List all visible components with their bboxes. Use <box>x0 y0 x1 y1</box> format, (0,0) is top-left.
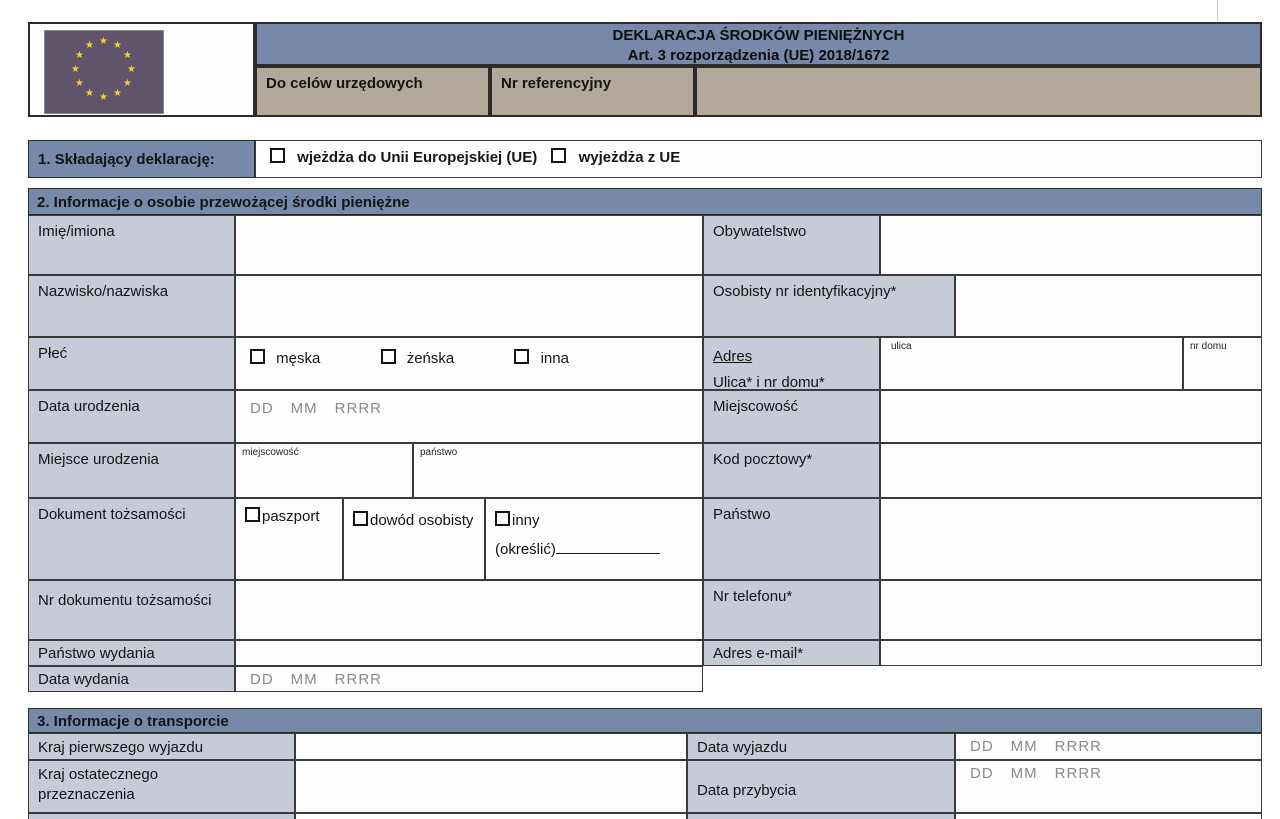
phone-label: Nr telefonu* <box>703 580 880 640</box>
eu-star: ★ <box>71 64 80 75</box>
next-row-label-stub <box>28 813 295 819</box>
specify-blank-line[interactable] <box>556 539 660 554</box>
birth-date-field[interactable] <box>235 390 703 443</box>
eu-star: ★ <box>75 78 84 89</box>
arrival-date-field[interactable] <box>955 760 1262 813</box>
final-destination-field[interactable] <box>295 760 687 813</box>
departure-date-label: Data wyjazdu <box>687 733 955 760</box>
checkbox-sex-female[interactable] <box>381 349 396 364</box>
citizenship-label: Obywatelstwo <box>703 215 880 275</box>
surname-label: Nazwisko/nazwiska <box>28 275 235 337</box>
eu-star: ★ <box>113 40 122 51</box>
postal-code-label: Kod pocztowy* <box>703 443 880 498</box>
id-card-option <box>343 498 485 580</box>
page-edge-artifact <box>1217 0 1218 21</box>
birth-city-field[interactable]: miejscowość <box>235 443 413 498</box>
first-departure-field[interactable] <box>295 733 687 760</box>
postal-code-field[interactable] <box>880 443 1262 498</box>
address-sublabel: Ulica* i nr domu* <box>713 373 825 391</box>
city-label: Miejscowość <box>703 390 880 443</box>
day-placeholder: DD <box>250 400 274 417</box>
departure-date-field[interactable] <box>955 733 1262 760</box>
sex-other-label: inna <box>540 350 569 367</box>
next-row-field-stub[interactable] <box>955 813 1262 819</box>
sex-label: Płeć <box>28 337 235 390</box>
year-placeholder: RRRR <box>1054 765 1103 782</box>
eu-star: ★ <box>123 50 132 61</box>
year-placeholder: RRRR <box>334 400 383 417</box>
id-passport-option <box>235 498 343 580</box>
issue-date-field[interactable] <box>235 666 703 692</box>
birth-country-field[interactable]: państwo <box>413 443 703 498</box>
email-field[interactable] <box>880 640 1262 666</box>
final-destination-label: Kraj ostatecznego przeznaczenia <box>28 760 295 813</box>
issue-country-label: Państwo wydania <box>28 640 235 666</box>
personal-id-field[interactable] <box>955 275 1262 337</box>
sex-male-label: męska <box>276 350 321 367</box>
street-field[interactable]: ulica <box>880 337 1183 390</box>
birth-date-label: Data urodzenia <box>28 390 235 443</box>
eu-star: ★ <box>99 36 108 47</box>
id-document-label: Dokument tożsamości <box>28 498 235 580</box>
address-title: Adres <box>713 348 753 365</box>
day-placeholder: DD <box>970 765 994 782</box>
personal-id-label: Osobisty nr identyfikacyjny* <box>703 275 955 337</box>
next-row-label-stub <box>687 813 955 819</box>
eu-star: ★ <box>123 78 132 89</box>
first-name-field[interactable] <box>235 215 703 275</box>
eu-star: ★ <box>127 64 136 75</box>
month-placeholder: MM <box>290 671 318 688</box>
checkbox-leaving-eu[interactable] <box>551 148 566 163</box>
country-field[interactable] <box>880 498 1262 580</box>
reference-number-field[interactable] <box>695 66 1262 117</box>
checkbox-sex-male[interactable] <box>250 349 265 364</box>
year-placeholder: RRRR <box>334 671 383 688</box>
month-placeholder: MM <box>1010 765 1038 782</box>
arrival-date-label: Data przybycia <box>687 760 955 813</box>
id-number-label: Nr dokumentu tożsamości <box>28 580 235 640</box>
entering-eu-label: wjeżdża do Unii Europejskiej (UE) <box>297 149 538 166</box>
eu-star: ★ <box>113 88 122 99</box>
title-line-1: DEKLARACJA ŚRODKÓW PIENIĘŻNYCH <box>612 27 905 44</box>
day-placeholder: DD <box>970 738 994 755</box>
reference-label-cell: Nr referencyjny <box>490 66 695 117</box>
month-placeholder: MM <box>1010 738 1038 755</box>
eu-star: ★ <box>75 50 84 61</box>
eu-flag <box>44 30 164 114</box>
phone-field[interactable] <box>880 580 1262 640</box>
city-field[interactable] <box>880 390 1262 443</box>
id-other-option <box>485 498 703 580</box>
section1-label: 1. Składający deklarację: <box>28 140 255 178</box>
form-title <box>255 22 1262 66</box>
first-name-label: Imię/imiona <box>28 215 235 275</box>
checkbox-entering-eu[interactable] <box>270 148 285 163</box>
eu-star: ★ <box>99 92 108 103</box>
issue-date-label: Data wydania <box>28 666 235 692</box>
checkbox-id-other[interactable] <box>495 511 510 526</box>
country-label: Państwo <box>703 498 880 580</box>
section3-title: 3. Informacje o transporcie <box>28 708 1262 733</box>
citizenship-field[interactable] <box>880 215 1262 275</box>
section2-title: 2. Informacje o osobie przewożącej środki pieniężne <box>28 188 1262 215</box>
birth-place-label: Miejsce urodzenia <box>28 443 235 498</box>
eu-star: ★ <box>85 40 94 51</box>
id-card-label: dowód osobisty <box>370 512 474 529</box>
id-other-label: inny <box>512 512 540 529</box>
id-number-field[interactable] <box>235 580 703 640</box>
issue-country-field[interactable] <box>235 640 703 666</box>
month-placeholder: MM <box>290 400 318 417</box>
next-row-field-stub[interactable] <box>295 813 687 819</box>
email-label: Adres e-mail* <box>703 640 880 666</box>
declarant-options <box>255 140 1262 178</box>
checkbox-sex-other[interactable] <box>514 349 529 364</box>
eu-flag-cell <box>28 22 255 117</box>
first-departure-label: Kraj pierwszego wyjazdu <box>28 733 295 760</box>
year-placeholder: RRRR <box>1054 738 1103 755</box>
official-use-label-cell: Do celów urzędowych <box>255 66 490 117</box>
id-other-specify-label: (określić) <box>495 540 556 558</box>
sex-female-label: żeńska <box>406 350 455 367</box>
day-placeholder: DD <box>250 671 274 688</box>
sex-options <box>235 337 703 390</box>
address-label <box>703 337 880 390</box>
title-line-2: Art. 3 rozporządzenia (UE) 2018/1672 <box>627 47 890 64</box>
leaving-eu-label: wyjeżdża z UE <box>578 149 681 166</box>
id-passport-label: paszport <box>262 508 320 525</box>
house-number-field[interactable]: nr domu <box>1183 337 1262 390</box>
surname-field[interactable] <box>235 275 703 337</box>
checkbox-id-card[interactable] <box>353 511 368 526</box>
checkbox-id-passport[interactable] <box>245 507 260 522</box>
eu-star: ★ <box>85 88 94 99</box>
